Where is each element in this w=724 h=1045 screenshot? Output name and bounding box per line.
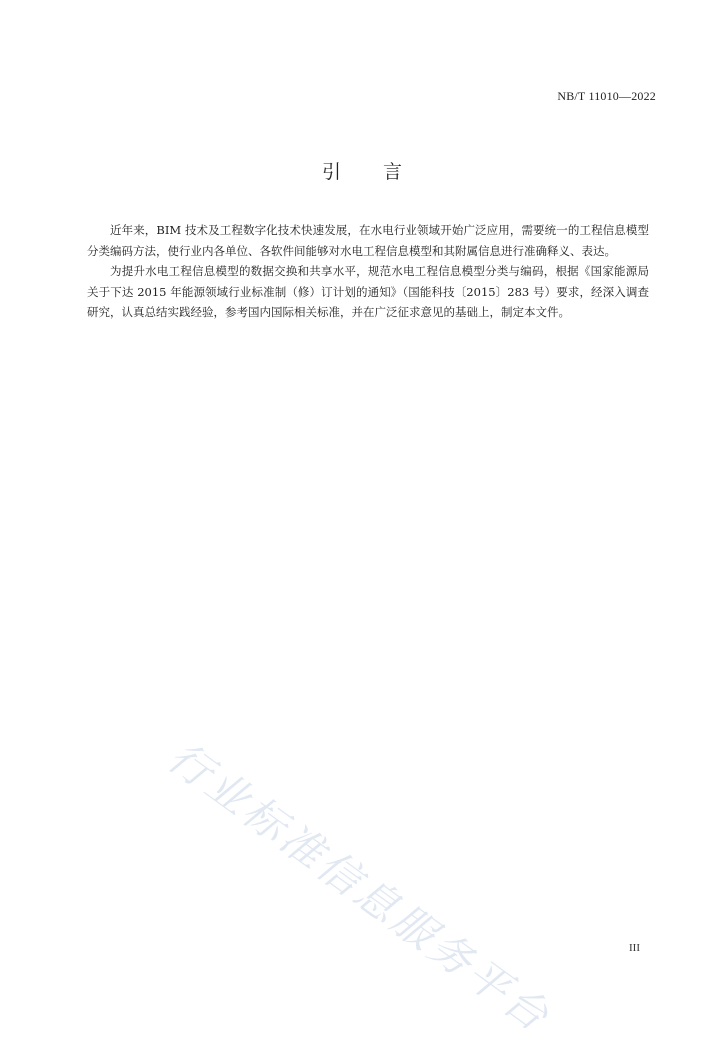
standard-code: NB/T 11010—2022 [557, 89, 656, 103]
watermark: 行业标准信息服务平台 [159, 732, 561, 1043]
page-number: III [629, 942, 640, 954]
page-title: 引言 [321, 161, 444, 183]
paragraph: 为提升水电工程信息模型的数据交换和共享水平，规范水电工程信息模型分类与编码，根据《国家能源局关于下达 2015 年能源领域行业标准制（修）订计划的通知》（国能科技〔2015〕283 号）要求，经深入调查研究，认真总结实践经验，参考国内国际相关标准，并在广泛征求意见的基础上，制定本文件。 [87, 264, 649, 319]
body-text [87, 220, 649, 323]
paragraph: 近年来，BIM 技术及工程数字化技术快速发展，在水电行业领域开始广泛应用，需要统一的工程信息模型分类编码方法，使行业内各单位、各软件间能够对水电工程信息模型和其附属信息进行准确释义、表达。 [87, 223, 649, 258]
